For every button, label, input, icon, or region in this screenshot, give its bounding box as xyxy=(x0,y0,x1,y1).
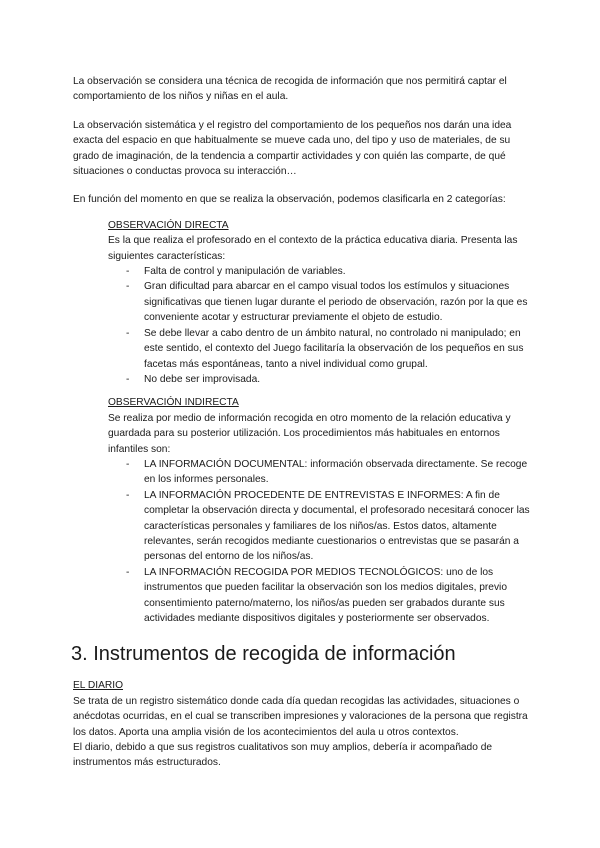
dash-bullet-icon: - xyxy=(126,281,130,293)
dash-bullet-icon: - xyxy=(126,266,130,278)
list-item: - LA INFORMACIÓN RECOGIDA POR MEDIOS TECNOLÓGICOS: uno de los instrumentos que pueden facilitar la observación son los medios digitales, previo consentimiento paterno/materno, los niños/as pueden ser grabados durante sus actividades mediante dispositivos digitales y posteriormente ser observados. xyxy=(126,566,507,624)
document-page xyxy=(73,74,533,771)
section-heading: 3. Instrumentos de recogida de información xyxy=(71,643,456,666)
dash-bullet-icon: - xyxy=(126,489,130,501)
list-item: - LA INFORMACIÓN DOCUMENTAL: información observada directamente. Se recoge en los informes personales. xyxy=(126,458,528,486)
indirect-observation-section xyxy=(108,395,533,626)
diary-title: EL DIARIO xyxy=(73,680,124,692)
direct-observation-title: OBSERVACIÓN DIRECTA xyxy=(108,219,229,231)
dash-bullet-icon: - xyxy=(126,327,130,339)
dash-bullet-icon: - xyxy=(126,373,130,385)
dash-bullet-icon: - xyxy=(126,458,130,470)
indirect-observation-list xyxy=(108,457,533,626)
indirect-observation-text: Se realiza por medio de información recogida en otro momento de la relación educativa y guardada para su posterior utilización. Los procedimientos más habituales en entornos infantiles son: xyxy=(108,412,511,455)
indirect-observation-title: OBSERVACIÓN INDIRECTA xyxy=(108,397,239,409)
intro-paragraph-2: La observación sistemática y el registro del comportamiento de los pequeños nos darán una idea exacta del espacio en que habitualmente se mueve cada uno, del tipo y uso de materiales, de su grado de imaginación, de la tendencia a compartir actividades y con quién las comparte, de qué situaciones o conductas provoca su interacción… xyxy=(73,119,512,178)
diary-paragraph-1: Se trata de un registro sistemático donde cada día quedan recogidas las actividades, situaciones o anécdotas ocurridas, en el cual se transcriben impresiones y valoraciones de la persona que registra los datos. Aporta una amplia visión de los acontecimientos del aula u otros contextos. xyxy=(73,695,528,738)
list-item: - Falta de control y manipulación de variables. xyxy=(108,264,533,279)
direct-observation-list xyxy=(108,264,533,387)
direct-observation-section xyxy=(108,218,533,387)
direct-observation-text: Es la que realiza el profesorado en el contexto de la práctica educativa diaria. Presenta las siguientes características: xyxy=(108,235,518,262)
list-item: - LA INFORMACIÓN PROCEDENTE DE ENTREVISTAS E INFORMES: A fin de completar la observación directa y documental, el profesorado necesitará conocer las características personales y familiares de los niños/as. Estos datos, altamente relevantes, serán recogidos mediante cuestionarios o entrevistas que se pasarán a personas del entorno de los niños/as. xyxy=(126,489,530,563)
intro-paragraph-1: La observación se considera una técnica de recogida de información que nos permitirá captar el comportamiento de los niños y niñas en el aula. xyxy=(73,76,507,103)
dash-bullet-icon: - xyxy=(126,566,130,578)
diary-paragraph-2: El diario, debido a que sus registros cualitativos son muy amplios, debería ir acompañado de instrumentos más estructurados. xyxy=(73,742,493,769)
intro-paragraph-3: En función del momento en que se realiza la observación, podemos clasificarla en 2 categorías: xyxy=(73,194,506,206)
list-item: - Se debe llevar a cabo dentro de un ámbito natural, no controlado ni manipulado; en este sentido, el contexto del Juego facilitaría la observación de los pequeños en sus facetas más espontáneas, tanto a nivel individual como grupal. xyxy=(126,327,524,370)
list-item: - No debe ser improvisada. xyxy=(108,372,533,387)
list-item: - Gran dificultad para abarcar en el campo visual todos los estímulos y situaciones significativas que tienen lugar durante el periodo de observación, razón por la que es conveniente acotar y estructurar previamente el objeto de estudio. xyxy=(126,281,528,324)
